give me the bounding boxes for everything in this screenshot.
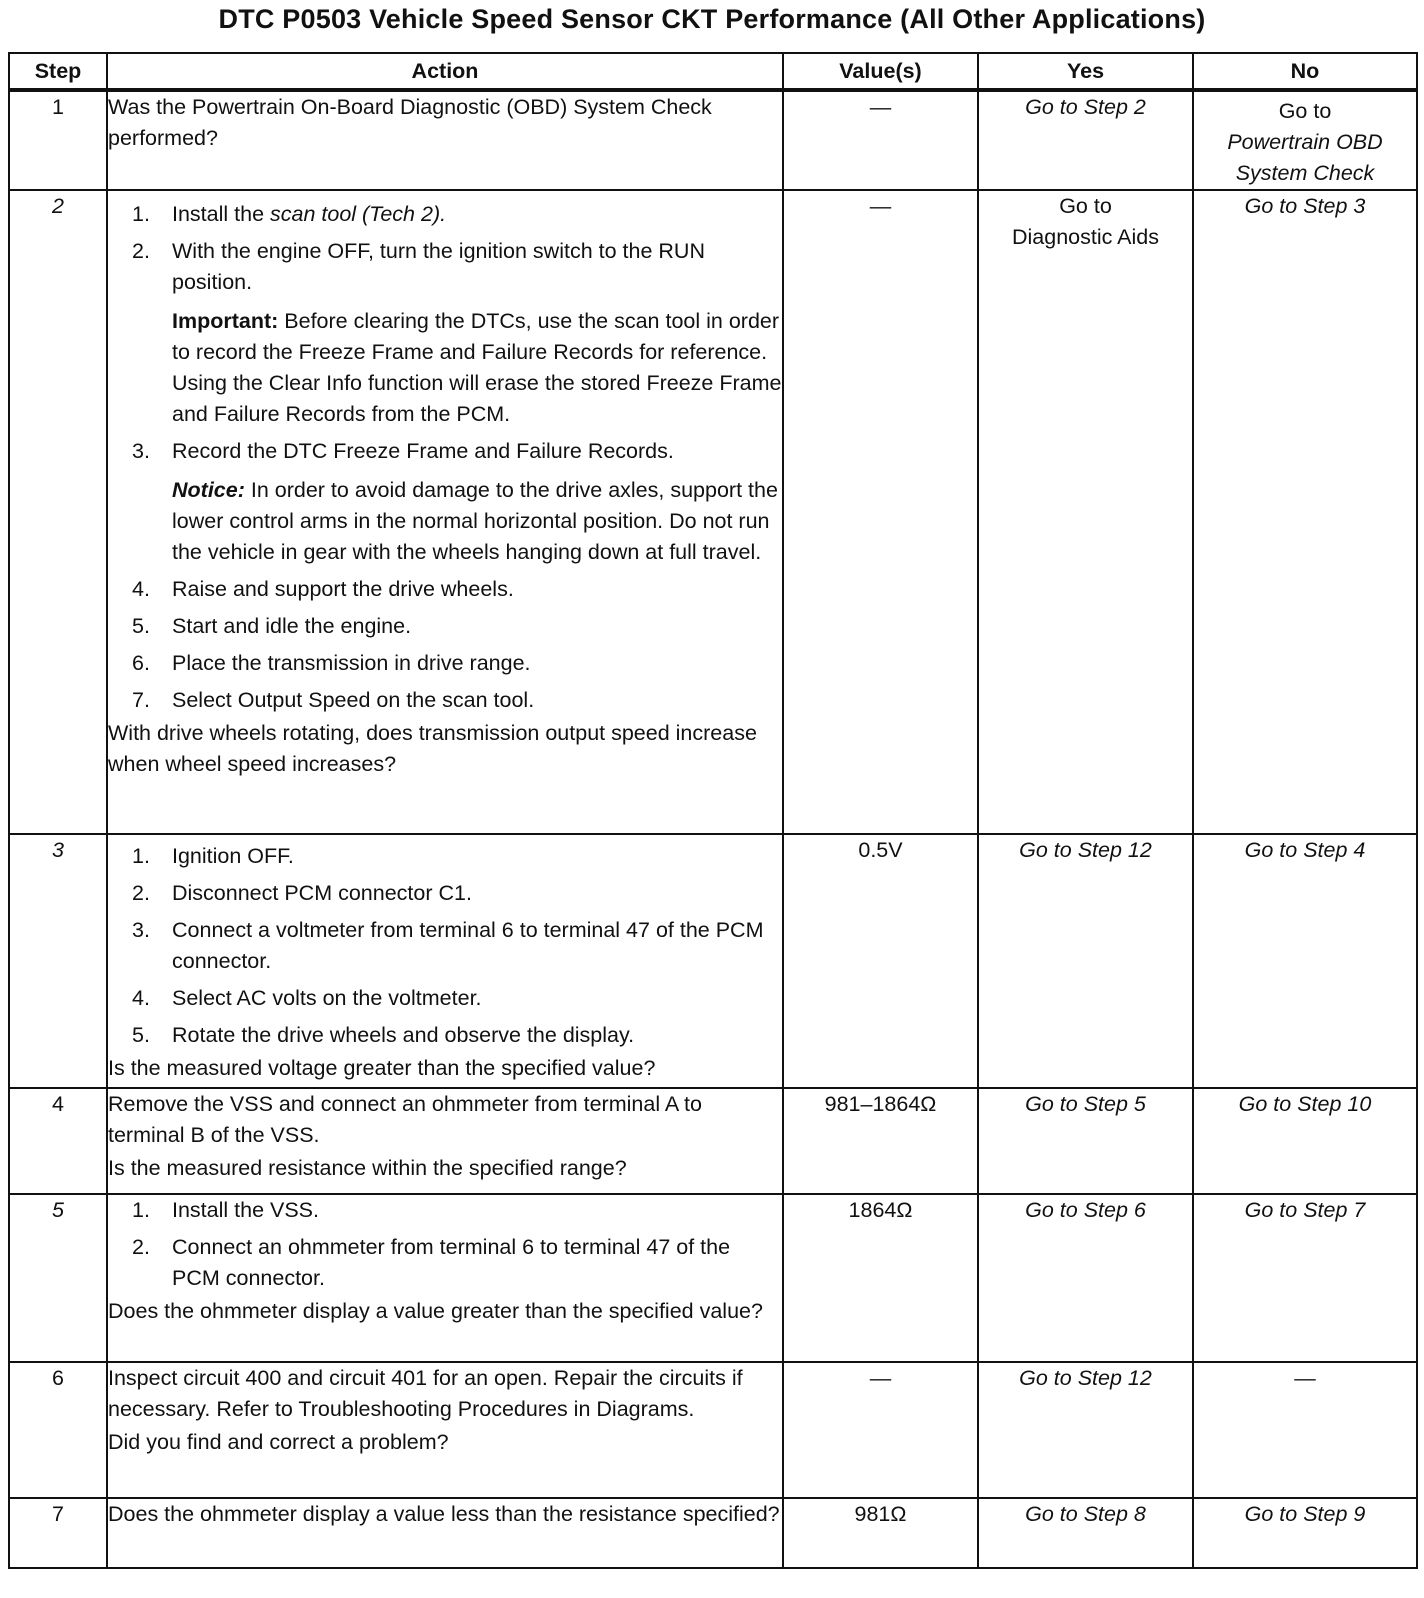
no-line-1: Go to [1278,99,1332,123]
list-item: 4. Raise and support the drive wheels. [132,577,514,601]
list-item: 3. Connect a voltmeter from terminal 6 to terminal 47 of the PCM connector. [132,918,764,973]
action-text: Remove the VSS and connect an ohmmeter from terminal A to terminal B of the VSS. [108,1092,702,1147]
important-note: Important: Before clearing the DTCs, use the scan tool in order to record the Freeze Frame and Failure Records for reference. Using the Clear Info function will erase the stored Freeze Frame and Failure Records from the PCM. [172,309,782,426]
action-question: Is the measured voltage greater than the specified value? [108,1056,656,1080]
list-item: 1. Install the scan tool (Tech 2). [132,202,447,226]
action-steps [108,199,782,298]
table-row-step-5 [9,1194,1417,1362]
step-number: 3 [9,834,107,1088]
no-cell: — [1193,1362,1417,1498]
list-item: 7. Select Output Speed on the scan tool. [132,688,535,712]
value-cell: 1864Ω [783,1194,978,1362]
header-no: No [1193,53,1417,90]
notice-note: Notice: In order to avoid damage to the drive axles, support the lower control arms in the normal horizontal position. Do not run the vehicle in gear with the wheels hanging down at full travel. [172,478,778,564]
table-row-step-7 [9,1498,1417,1568]
action-question: Did you find and correct a problem? [108,1430,449,1454]
yes-cell: Go to Step 12 [978,1362,1193,1498]
action-question: Does the ohmmeter display a value greater than the specified value? [108,1299,763,1323]
list-item: 1. Ignition OFF. [132,844,294,868]
yes-cell: Go to Step 5 [978,1088,1193,1194]
no-cell: Go to Step 4 [1193,834,1417,1088]
list-item: 2. With the engine OFF, turn the ignition switch to the RUN position. [132,239,705,294]
action-cell [107,1362,783,1498]
header-values: Value(s) [783,53,978,90]
list-item: 2. Disconnect PCM connector C1. [132,881,472,905]
yes-cell: Go to Step 2 [978,90,1193,190]
list-item: 1. Install the VSS. [132,1198,319,1222]
list-item: 5. Rotate the drive wheels and observe the display. [132,1023,635,1047]
value-cell: — [783,90,978,190]
value-cell: 0.5V [783,834,978,1088]
action-question: Is the measured resistance within the specified range? [108,1156,627,1180]
step-number: 5 [9,1194,107,1362]
action-text: Inspect circuit 400 and circuit 401 for an open. Repair the circuits if necessary. Refer to Troubleshooting Procedures in Diagrams. [108,1366,743,1421]
yes-cell: Go to Step 6 [978,1194,1193,1362]
action-cell [107,1498,783,1568]
header-yes: Yes [978,53,1193,90]
no-cell: Go to Step 7 [1193,1194,1417,1362]
table-header-row [9,53,1417,90]
list-item: 6. Place the transmission in drive range. [132,651,531,675]
step-number: 7 [9,1498,107,1568]
action-text: Does the ohmmeter display a value less than the resistance specified? [108,1502,780,1526]
action-cell [107,190,783,834]
step-number: 2 [9,190,107,834]
action-cell [107,1194,783,1362]
yes-cell: Go to Step 8 [978,1498,1193,1568]
list-item: 2. Connect an ohmmeter from terminal 6 to terminal 47 of the PCM connector. [132,1235,731,1290]
action-steps [108,1195,782,1294]
no-cell: Go to Step 3 [1193,190,1417,834]
yes-cell: Go to Step 12 [978,834,1193,1088]
value-cell: — [783,190,978,834]
yes-cell [978,190,1193,834]
value-cell: 981Ω [783,1498,978,1568]
action-cell [107,1088,783,1194]
no-cell: Go to Step 9 [1193,1498,1417,1568]
diagnostic-table [8,52,1418,1569]
table-row-step-6 [9,1362,1417,1498]
yes-line-1: Go to [1059,194,1112,218]
table-row-step-1 [9,90,1417,190]
action-question: With drive wheels rotating, does transmission output speed increase when wheel speed increases? [108,721,757,776]
step-number: 6 [9,1362,107,1498]
action-text: Was the Powertrain On-Board Diagnostic (OBD) System Check performed? [108,95,712,150]
table-row-step-3 [9,834,1417,1088]
document-title: DTC P0503 Vehicle Speed Sensor CKT Performance (All Other Applications) [218,4,1206,34]
action-steps [108,841,782,1051]
table-row-step-4 [9,1088,1417,1194]
action-steps [108,436,782,467]
action-steps [108,574,782,716]
list-item: 5. Start and idle the engine. [132,614,412,638]
header-step: Step [9,53,107,90]
value-cell: — [783,1362,978,1498]
value-cell: 981–1864Ω [783,1088,978,1194]
no-cell: Go to Step 10 [1193,1088,1417,1194]
action-cell [107,90,783,190]
action-cell [107,834,783,1088]
no-cell [1193,90,1417,190]
table-row-step-2 [9,190,1417,834]
yes-line-2: Diagnostic Aids [1012,225,1159,249]
no-line-2: Powertrain OBD System Check [1227,130,1383,185]
header-action: Action [107,53,783,90]
step-number: 4 [9,1088,107,1194]
step-number: 1 [9,90,107,190]
list-item: 4. Select AC volts on the voltmeter. [132,986,482,1010]
list-item: 3. Record the DTC Freeze Frame and Failure Records. [132,439,674,463]
